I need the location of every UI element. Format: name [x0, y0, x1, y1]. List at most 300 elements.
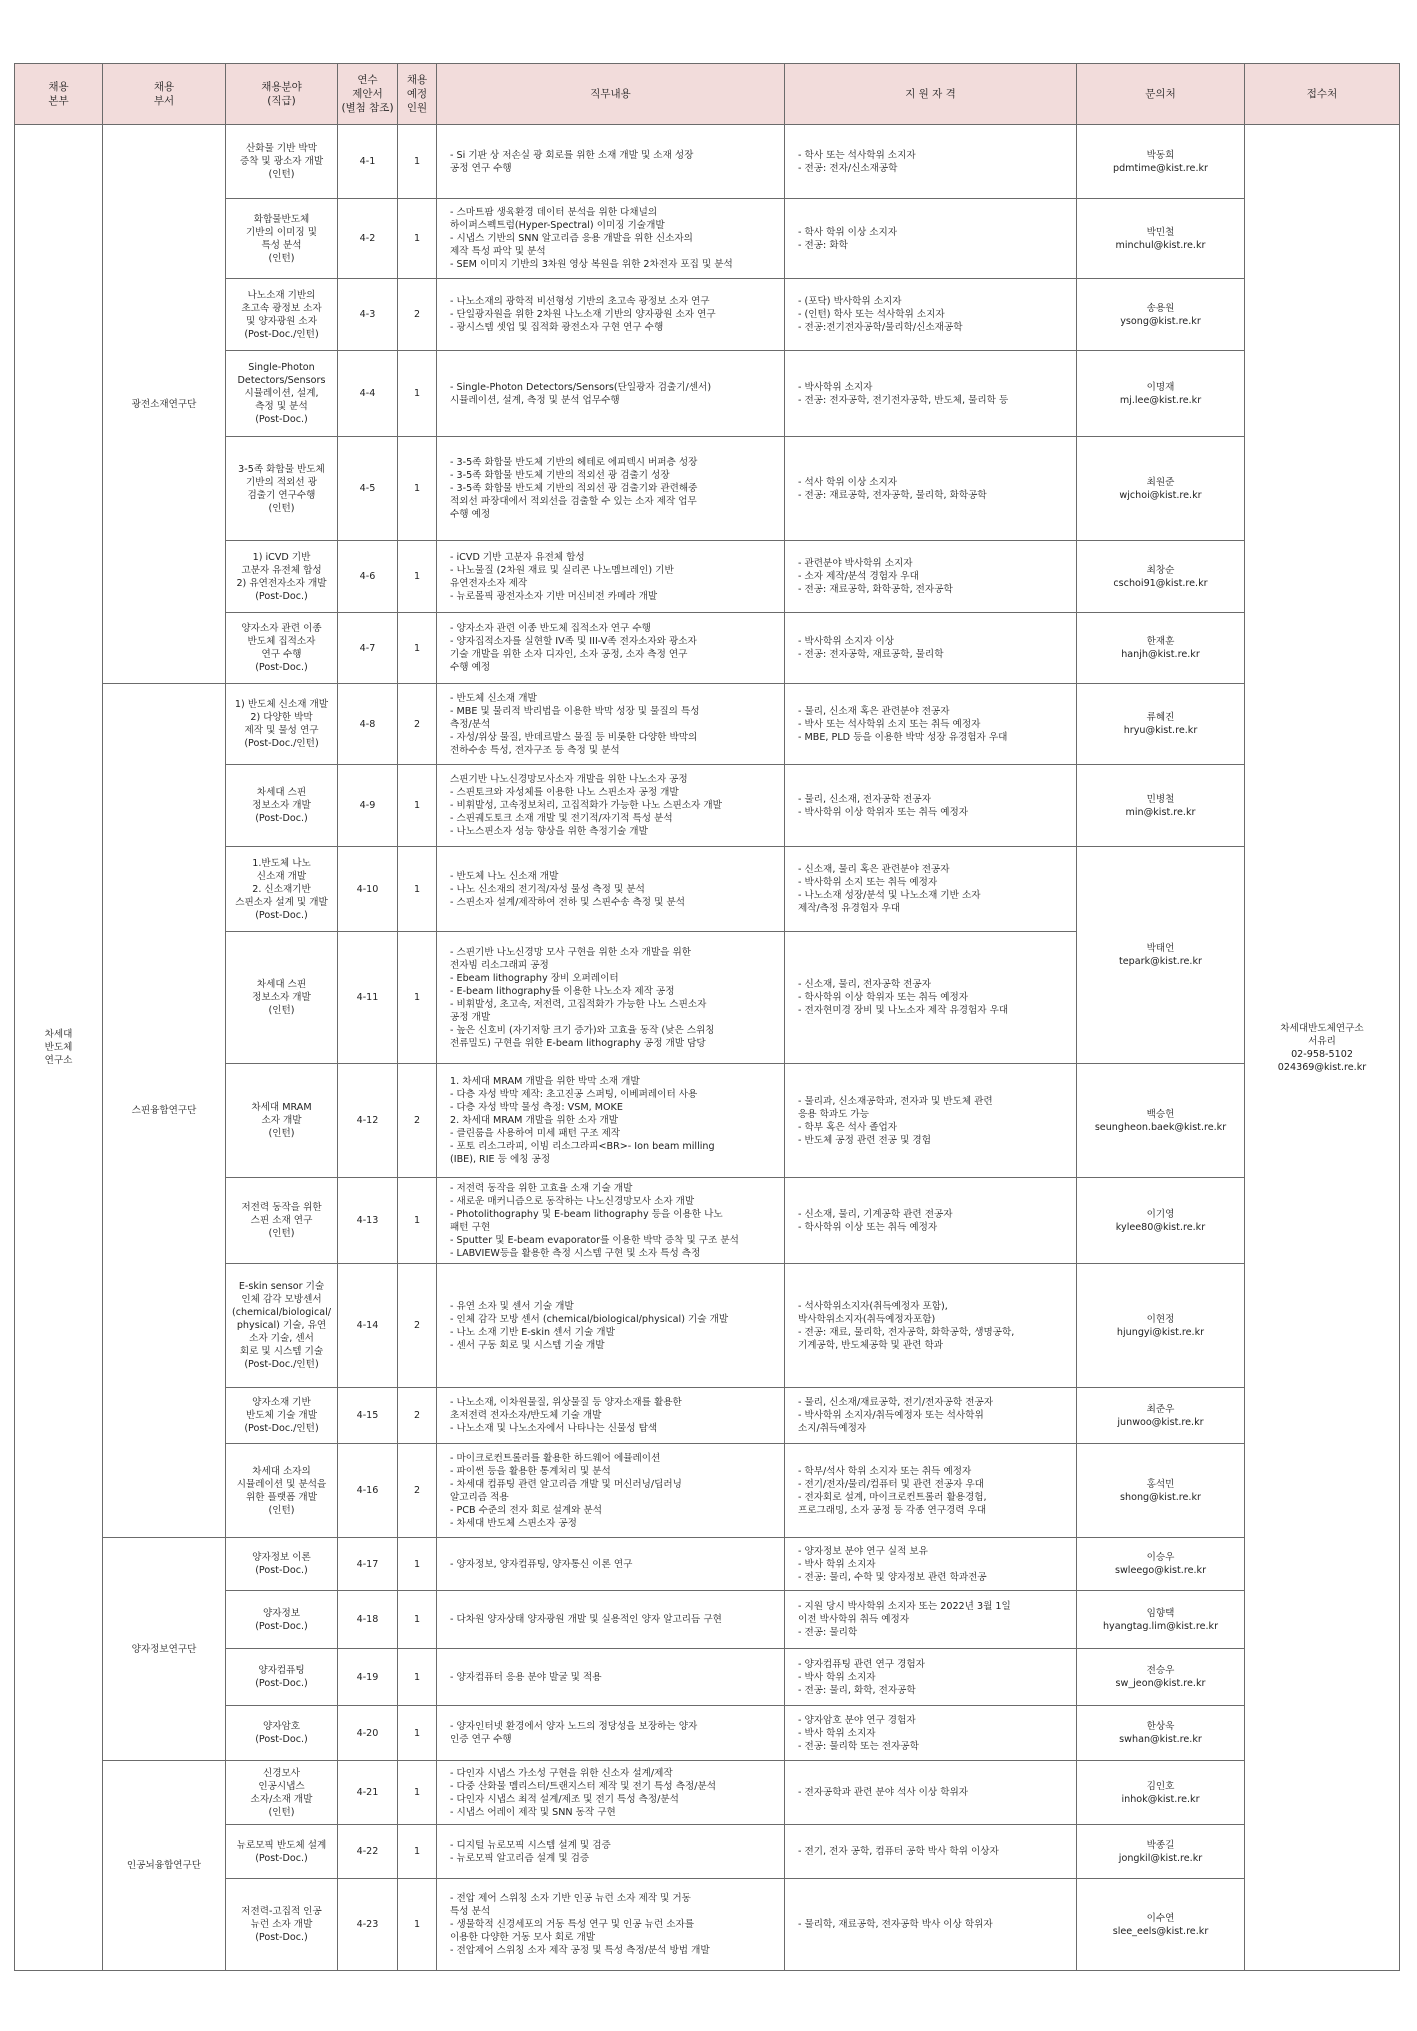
line: 신소재 개발 [256, 870, 307, 882]
line: - 박사 학위 소지자 [798, 1727, 876, 1739]
count-cell: 1 [398, 1649, 437, 1706]
code-cell: 4-10 [338, 847, 398, 932]
code-cell: 4-18 [338, 1591, 398, 1649]
line: - 양자소자 관련 이종 반도체 집적소자 연구 수행 [450, 623, 651, 634]
field-cell [226, 1825, 338, 1879]
line: - 전공: 재료공학, 화학공학, 전자공학 [798, 584, 953, 595]
line: 고분자 유전체 합성 [241, 564, 322, 576]
count-cell: 1 [398, 1538, 437, 1591]
count-cell: 1 [398, 1879, 437, 1971]
line: (Post-Doc.) [255, 1852, 308, 1864]
line: 인공시냅스 [258, 1780, 305, 1792]
qualification-cell [785, 932, 1077, 1064]
line: - 신소재, 물리 혹은 관련분야 전공자 [798, 864, 950, 875]
line: (Post-Doc.) [255, 414, 308, 425]
line: - 관련분야 박사학위 소지자 [798, 558, 913, 569]
contact-cell [1077, 1761, 1245, 1825]
line: E-skin sensor 기술 [238, 1281, 325, 1292]
line: - 스핀소자 설계/제작하여 전하 및 스핀수송 측정 및 분석 [450, 896, 685, 908]
header-reception: 접수처 [1245, 64, 1400, 125]
count-cell: 1 [398, 1825, 437, 1879]
line: (Post-Doc./인턴) [244, 328, 319, 340]
line: (인턴) [268, 502, 295, 514]
line: 측정 및 분석 [255, 401, 308, 412]
line: 증착 및 광소자 개발 [239, 156, 324, 167]
line: - 전공: 물리학 [798, 1627, 858, 1638]
line: 시뮬레이션, 설계, 측정 및 분석 업무수행 [450, 394, 620, 406]
line: - 물리과, 신소재공학과, 전자과 및 반도체 관련 [798, 1095, 993, 1107]
line: - MBE 및 물리적 박리법을 이용한 박막 성장 및 물질의 특성 [450, 705, 700, 717]
line: - 양자인터넷 환경에서 양자 노드의 정당성을 보장하는 양자 [450, 1721, 698, 1732]
line: - 전자회로 설계, 마이크로컨트롤러 활용경험, [798, 1491, 987, 1503]
qualification-cell [785, 437, 1077, 541]
line: 적외선 파장대에서 적외선을 검출할 수 있는 소자 제작 업무 [450, 496, 697, 507]
line: wjchoi@kist.re.kr [1119, 489, 1202, 501]
line: 민병철 [1146, 793, 1175, 805]
count-cell: 1 [398, 437, 437, 541]
field-cell [226, 1064, 338, 1178]
line: 산화물 기반 박막 [246, 143, 317, 154]
line: - 양자컴퓨팅 관련 연구 경험자 [798, 1658, 925, 1670]
line: - 학부/석사 학위 소지자 또는 취득 예정자 [798, 1465, 972, 1477]
line: 차세대 소자의 [252, 1465, 311, 1477]
line: - 물리, 신소재 혹은 관련분야 전공자 [798, 705, 950, 717]
line: 기반의 적외선 광 [246, 476, 317, 488]
line: 소자 개발 [261, 1115, 302, 1126]
line: - 전공: 전자공학, 재료공학, 물리학 [798, 649, 944, 660]
line: 제작 특성 파악 및 분석 [450, 246, 546, 257]
qualification-cell [785, 125, 1077, 199]
line: - 3-5족 화합물 반도체 기반의 적외선 광 검출기 성장 [450, 470, 670, 481]
line: 수행 예정 [450, 662, 491, 673]
line: - E-beam lithography를 이용한 나노소자 제작 공정 [450, 985, 675, 997]
line: mj.lee@kist.re.kr [1119, 394, 1202, 406]
duties-cell [437, 199, 785, 279]
line: - 학부 혹은 석사 졸업자 [798, 1121, 898, 1133]
line: (인턴) [268, 1228, 295, 1239]
line: 제작/측정 유경험자 우대 [798, 903, 901, 914]
line: 임향택 [1146, 1607, 1175, 1619]
line: - PCB 수준의 전자 회로 설계와 분석 [450, 1504, 603, 1516]
duties-cell [437, 351, 785, 437]
line: - 석사 학위 이상 소지자 [798, 476, 898, 488]
field-cell [226, 613, 338, 684]
line: swhan@kist.re.kr [1119, 1734, 1202, 1745]
line: - 생물학적 신경세포의 거동 특성 연구 및 인공 뉴런 소자를 [450, 1919, 695, 1930]
line: 1.반도체 나노 [252, 857, 311, 869]
line: - 스마트팜 생육환경 데이터 분석을 위한 다채널의 [450, 207, 658, 218]
code-cell: 4-20 [338, 1706, 398, 1761]
line: 이현정 [1146, 1313, 1175, 1325]
header-code: 연수 제안서 (별첨 참조) [338, 64, 398, 125]
line: 기술 개발을 위한 소자 디자인, 소자 공정, 소자 측정 연구 [450, 649, 688, 660]
line: - 전공: 물리, 수학 및 양자정보 관련 학과전공 [798, 1571, 987, 1583]
line: slee_eels@kist.re.kr [1112, 1925, 1209, 1937]
contact-cell [1077, 1649, 1245, 1706]
line: pdmtime@kist.re.kr [1112, 162, 1208, 174]
line: 유연전자소자 제작 [450, 577, 528, 589]
field-cell [226, 765, 338, 847]
line: shong@kist.re.kr [1120, 1491, 1201, 1503]
line: 회로 및 시스템 기술 [239, 1346, 324, 1357]
line: - 나노물질 (2차원 재료 및 실리콘 나노멤브레인) 기반 [450, 564, 674, 576]
qualification-cell [785, 1879, 1077, 1971]
line: 공정 연구 수행 [450, 162, 512, 174]
line: - 양자집적소자를 실현할 IV족 및 III-V족 전자소자와 광소자 [450, 636, 697, 647]
line: 제작 및 물성 연구 [244, 725, 319, 736]
line: - 전공: 물리, 화학, 전자공학 [798, 1684, 916, 1696]
qualification-cell [785, 1178, 1077, 1264]
line: 초고속 광정보 소자 [241, 302, 322, 314]
line: (Post-Doc.) [255, 909, 308, 921]
line: - (인턴) 학사 또는 석사학위 소지자 [798, 309, 945, 320]
line: 박동희 [1146, 149, 1175, 161]
code-cell: 4-16 [338, 1444, 398, 1538]
line: - 학사 또는 석사학위 소지자 [798, 149, 916, 161]
line: - 나노소재 성장/분석 및 나노소재 기반 소자 [798, 890, 981, 901]
line: - 자성/위상 물질, 반데르발스 물질 등 비롯한 다양한 박막의 [450, 731, 698, 743]
line: - 나노소재의 광학적 비선형성 기반의 초고속 광정보 소자 연구 [450, 296, 710, 307]
line: 한재훈 [1146, 636, 1175, 647]
count-cell: 1 [398, 1591, 437, 1649]
line: 스핀 소재 연구 [250, 1215, 313, 1226]
duties-cell [437, 437, 785, 541]
field-cell [226, 125, 338, 199]
line: 2. 신소재기반 [252, 883, 311, 895]
line: 차세대 [44, 1029, 73, 1040]
line: 전자빔 리소그래피 공정 [450, 959, 549, 971]
line: hjungyi@kist.re.kr [1116, 1326, 1205, 1338]
line: 특성 분석 [450, 1906, 491, 1917]
line: - 전공: 전자공학, 전기전자공학, 반도체, 물리학 등 [798, 394, 1009, 406]
line: - Single-Photon Detectors/Sensors(단일광자 검출기/센서) [450, 381, 712, 393]
line: - 전공: 재료, 물리학, 전자공학, 화학공학, 생명공학, [798, 1326, 1015, 1338]
line: - 차세대 컴퓨팅 관련 알고리즘 개발 및 머신러닝/딥러닝 [450, 1478, 682, 1490]
line: - 시냅스 기반의 SNN 알고리즘 응용 개발을 위한 신소자의 [450, 233, 693, 244]
duties-cell [437, 613, 785, 684]
contact-cell [1077, 1264, 1245, 1388]
line: 차세대 MRAM [251, 1102, 312, 1113]
field-cell [226, 684, 338, 765]
line: - 전압제어 스위칭 소자 제작 공정 및 특성 측정/분석 방법 개발 [450, 1945, 710, 1956]
line: (Post-Doc.) [255, 1734, 308, 1745]
code-cell: 4-6 [338, 541, 398, 613]
line: 양자정보 [262, 1607, 301, 1619]
line: - 센서 구동 회로 및 시스템 기술 개발 [450, 1339, 605, 1351]
line: - iCVD 기반 고분자 유전체 합성 [450, 551, 585, 563]
field-cell [226, 1879, 338, 1971]
line: 초저전력 전자소자/반도체 기술 개발 [450, 1410, 602, 1421]
line: (인턴) [268, 1128, 295, 1139]
line: 024369@kist.re.kr [1277, 1061, 1367, 1073]
line: - Ebeam lithography 장비 오퍼레이터 [450, 972, 619, 984]
line: 백승헌 [1146, 1108, 1175, 1120]
line: - 나노 신소재의 전기적/자성 물성 측정 및 분석 [450, 883, 645, 895]
department-cell: 스핀융합연구단 [103, 684, 226, 1538]
count-cell: 2 [398, 1444, 437, 1538]
line: - 포토 리소그라피, 이빔 리소그라피<BR>- Ion beam milling [450, 1141, 715, 1152]
line: 전하수송 특성, 전자구조 등 측정 및 분석 [450, 744, 620, 756]
count-cell: 1 [398, 351, 437, 437]
duties-cell [437, 1444, 785, 1538]
contact-cell [1077, 1825, 1245, 1879]
line: 저전력 동작을 위한 [241, 1202, 322, 1213]
count-cell: 2 [398, 279, 437, 351]
line: - 시냅스 어레이 제작 및 SNN 동작 구현 [450, 1806, 616, 1818]
line: 정보소자 개발 [252, 992, 311, 1003]
line: ysong@kist.re.kr [1120, 315, 1201, 327]
line: (Post-Doc.) [255, 1932, 308, 1943]
line: inhok@kist.re.kr [1121, 1793, 1200, 1805]
line: - 전공: 전자/신소재공학 [798, 162, 898, 174]
field-cell [226, 199, 338, 279]
qualification-cell [785, 684, 1077, 765]
line: - 디지털 뉴로모픽 시스템 설계 및 검증 [450, 1839, 611, 1851]
line: (Post-Doc.) [255, 1620, 308, 1632]
line: 박민철 [1146, 226, 1175, 238]
line: - 다인자 시냅스 최적 설계/제조 및 전기 특성 측정/분석 [450, 1793, 679, 1805]
line: 박태언 [1146, 943, 1175, 954]
line: - 다층 자성 박막 물성 측정: VSM, MOKE [450, 1102, 623, 1113]
line: - 스핀기반 나노신경망 모사 구현을 위한 소자 개발을 위한 [450, 946, 692, 958]
line: - 단일광자원을 위한 2차원 나노소재 기반의 양자광원 소자 연구 [450, 309, 716, 320]
count-cell: 1 [398, 932, 437, 1064]
field-cell [226, 1444, 338, 1538]
reception-cell [1245, 125, 1400, 1971]
line: - 클린룸을 사용하여 미세 패턴 구조 제작 [450, 1128, 621, 1139]
line: - SEM 이미지 기반의 3차원 영상 복원을 위한 2차전자 포집 및 분석 [450, 259, 733, 270]
code-cell: 4-22 [338, 1825, 398, 1879]
code-cell: 4-13 [338, 1178, 398, 1264]
qualification-cell [785, 1825, 1077, 1879]
duties-cell [437, 684, 785, 765]
line: - 박사 또는 석사학위 소지 또는 취득 예정자 [798, 718, 981, 730]
line: - 전압 제어 스위칭 소자 기반 인공 뉴런 소자 제작 및 거동 [450, 1893, 691, 1904]
line: - 박사 학위 소지자 [798, 1558, 876, 1570]
line: 위한 플랫폼 개발 [246, 1491, 317, 1503]
recruitment-table [14, 63, 1400, 1971]
line: 이명재 [1146, 381, 1175, 393]
line: hyangtag.lim@kist.re.kr [1102, 1620, 1219, 1632]
line: (인턴) [268, 1005, 295, 1016]
qualification-cell [785, 1064, 1077, 1178]
line: 뉴로모픽 반도체 설계 [236, 1839, 327, 1851]
qualification-cell [785, 1706, 1077, 1761]
contact-cell [1077, 437, 1245, 541]
line: 박종길 [1146, 1839, 1175, 1851]
line: tepark@kist.re.kr [1119, 956, 1202, 967]
line: 및 양자광원 소자 [246, 315, 317, 327]
line: - 학사학위 이상 학위자 또는 취득 예정자 [798, 992, 969, 1003]
line: 측정/분석 [450, 718, 491, 730]
line: min@kist.re.kr [1125, 806, 1196, 818]
count-cell: 1 [398, 847, 437, 932]
line: 스핀소자 설계 및 개발 [235, 896, 328, 908]
line: - 양자정보, 양자컴퓨팅, 양자통신 이론 연구 [450, 1558, 633, 1570]
header-department: 채용 부서 [103, 64, 226, 125]
line: 정보소자 개발 [252, 800, 311, 811]
line: (Post-Doc./인턴) [244, 738, 319, 749]
line: 2) 유연전자소자 개발 [236, 577, 327, 589]
table-body [15, 125, 1400, 1971]
contact-cell [1077, 279, 1245, 351]
line: - 학사 학위 이상 소지자 [798, 226, 898, 238]
code-cell: 4-11 [338, 932, 398, 1064]
line: 스핀기반 나노신경망모사소자 개발을 위한 나노소자 공정 [450, 774, 688, 785]
table-row [15, 1761, 1400, 1825]
line: 인증 연구 수행 [450, 1734, 512, 1745]
contact-cell [1077, 765, 1245, 847]
count-cell: 1 [398, 199, 437, 279]
line: 양자암호 [262, 1721, 301, 1732]
line: (Post-Doc.) [255, 590, 308, 602]
qualification-cell [785, 1761, 1077, 1825]
header-row [15, 64, 1400, 125]
line: - 뉴로몰픽 광전자소자 기반 머신비전 카메라 개발 [450, 590, 658, 602]
line: - 박사학위 이상 학위자 또는 취득 예정자 [798, 806, 969, 818]
contact-cell [1077, 847, 1245, 1064]
code-cell: 4-21 [338, 1761, 398, 1825]
line: - 다중 산화물 멤리스터/트랜지스터 제작 및 전기 특성 측정/분석 [450, 1780, 717, 1792]
field-cell [226, 932, 338, 1064]
contact-cell [1077, 1879, 1245, 1971]
field-cell [226, 1388, 338, 1444]
header-count: 채용 예정 인원 [398, 64, 437, 125]
qualification-cell [785, 1538, 1077, 1591]
count-cell: 1 [398, 765, 437, 847]
qualification-cell [785, 279, 1077, 351]
line: 소지/취득예정자 [798, 1423, 867, 1434]
line: - 반도체 신소재 개발 [450, 692, 537, 704]
line: - 나노소재 및 나노소자에서 나타나는 신물성 탐색 [450, 1423, 658, 1434]
line: - Si 기판 상 저손실 광 회로를 위한 소재 개발 및 소재 성장 [450, 149, 694, 161]
contact-cell [1077, 1706, 1245, 1761]
qualification-cell [785, 1444, 1077, 1538]
line: 신경모사 [262, 1767, 301, 1779]
field-cell [226, 847, 338, 932]
table-row [15, 684, 1400, 765]
line: 3-5족 화합물 반도체 [238, 463, 325, 475]
line: 나노소재 기반의 [247, 289, 316, 301]
count-cell: 1 [398, 541, 437, 613]
contact-cell [1077, 351, 1245, 437]
table-row [15, 1538, 1400, 1591]
qualification-cell [785, 1388, 1077, 1444]
line: 차세대반도체연구소 [1280, 1022, 1364, 1034]
line: 뉴런 소자 개발 [250, 1919, 313, 1930]
line: Detectors/Sensors [237, 375, 326, 386]
line: - 박사학위 소지자 [798, 381, 873, 393]
line: 서유리 [1308, 1035, 1336, 1047]
line: kylee80@kist.re.kr [1115, 1221, 1206, 1233]
line: 류혜진 [1146, 712, 1175, 723]
line: 저전력-고집적 인공 [241, 1906, 322, 1917]
line: (Post-Doc./인턴) [244, 1359, 319, 1370]
line: 1) 반도체 신소재 개발 [234, 699, 329, 710]
line: (Post-Doc./인턴) [244, 1423, 319, 1434]
header-contact: 문의처 [1077, 64, 1245, 125]
line: - 박사학위 소지 또는 취득 예정자 [798, 877, 938, 888]
code-cell: 4-9 [338, 765, 398, 847]
line: 2. 차세대 MRAM 개발을 위한 소자 개발 [450, 1115, 619, 1126]
line: - 나노소재, 이차원물질, 위상물질 등 양자소재를 활용한 [450, 1397, 682, 1408]
contact-cell [1077, 199, 1245, 279]
code-cell: 4-4 [338, 351, 398, 437]
qualification-cell [785, 1591, 1077, 1649]
line: 양자소자 관련 이종 [241, 623, 322, 634]
line: - 스핀토크와 자성체를 이용한 나노 스핀소자 공정 개발 [450, 787, 679, 798]
line: - 지원 당시 박사학위 소지자 또는 2022년 3월 1일 [798, 1601, 1011, 1612]
line: 양자정보 이론 [252, 1552, 311, 1563]
line: hanjh@kist.re.kr [1121, 649, 1200, 660]
line: jongkil@kist.re.kr [1118, 1852, 1203, 1864]
count-cell: 2 [398, 1264, 437, 1388]
field-cell [226, 1649, 338, 1706]
line: - (포닥) 박사학위 소지자 [798, 296, 902, 307]
line: 최준우 [1146, 1403, 1175, 1415]
line: 차세대 스핀 [256, 979, 307, 990]
contact-cell [1077, 541, 1245, 613]
count-cell: 2 [398, 1388, 437, 1444]
line: - 새로운 매커니즘으로 동작하는 나노신경망모사 소자 개발 [450, 1195, 695, 1207]
field-cell [226, 351, 338, 437]
line: - 높은 신호비 (자기저항 크기 증가)와 고효율 동작 (낮은 스위칭 [450, 1024, 715, 1036]
field-cell [226, 1761, 338, 1825]
line: - 박사 학위 소지자 [798, 1671, 876, 1683]
duties-cell [437, 1178, 785, 1264]
line: - 비휘발성, 고속정보처리, 고집적화가 가능한 나노 스핀소자 개발 [450, 800, 722, 811]
line: junwoo@kist.re.kr [1117, 1416, 1204, 1428]
line: 1. 차세대 MRAM 개발을 위한 박막 소재 개발 [450, 1076, 640, 1087]
field-cell [226, 437, 338, 541]
line: - 광시스템 셋업 및 집적화 광전소자 구현 연구 수행 [450, 322, 664, 333]
line: 이승우 [1146, 1552, 1175, 1563]
line: 공정 개발 [450, 1011, 491, 1023]
duties-cell [437, 1388, 785, 1444]
contact-cell [1077, 125, 1245, 199]
code-cell: 4-1 [338, 125, 398, 199]
line: - 유연 소자 및 센서 기술 개발 [450, 1300, 574, 1312]
line: - 전공:전기전자공학/물리학/신소재공학 [798, 322, 963, 333]
line: - 학사학위 이상 또는 취득 예정자 [798, 1221, 938, 1233]
line: - 양자컴퓨터 응용 분야 발굴 및 적용 [450, 1671, 602, 1683]
count-cell: 2 [398, 1064, 437, 1178]
duties-cell [437, 1706, 785, 1761]
line: swleego@kist.re.kr [1114, 1565, 1207, 1576]
line: 홍석민 [1146, 1478, 1175, 1490]
line: 연구소 [44, 1055, 73, 1066]
line: hryu@kist.re.kr [1123, 725, 1198, 736]
count-cell: 1 [398, 125, 437, 199]
line: - 전공: 재료공학, 전자공학, 물리학, 화학공학 [798, 489, 987, 501]
qualification-cell [785, 541, 1077, 613]
line: (인턴) [268, 1504, 295, 1516]
line: 이수연 [1146, 1912, 1175, 1924]
line: - 전기, 전자 공학, 컴퓨터 공학 박사 학위 이상자 [798, 1846, 999, 1857]
duties-cell [437, 1825, 785, 1879]
line: minchul@kist.re.kr [1115, 239, 1206, 251]
line: 패턴 구현 [450, 1221, 491, 1233]
duties-cell [437, 1538, 785, 1591]
line: physical) 기술, 유연 [236, 1320, 327, 1331]
line: 기계공학, 반도체공학 및 관련 학과 [798, 1339, 943, 1351]
duties-cell [437, 932, 785, 1064]
line: 시뮬레이션 및 분석을 [236, 1478, 327, 1490]
line: 1) iCVD 기반 [252, 551, 311, 563]
duties-cell [437, 1264, 785, 1388]
line: - 박사학위 소지자 이상 [798, 636, 895, 647]
line: 검출기 연구수행 [247, 489, 316, 501]
